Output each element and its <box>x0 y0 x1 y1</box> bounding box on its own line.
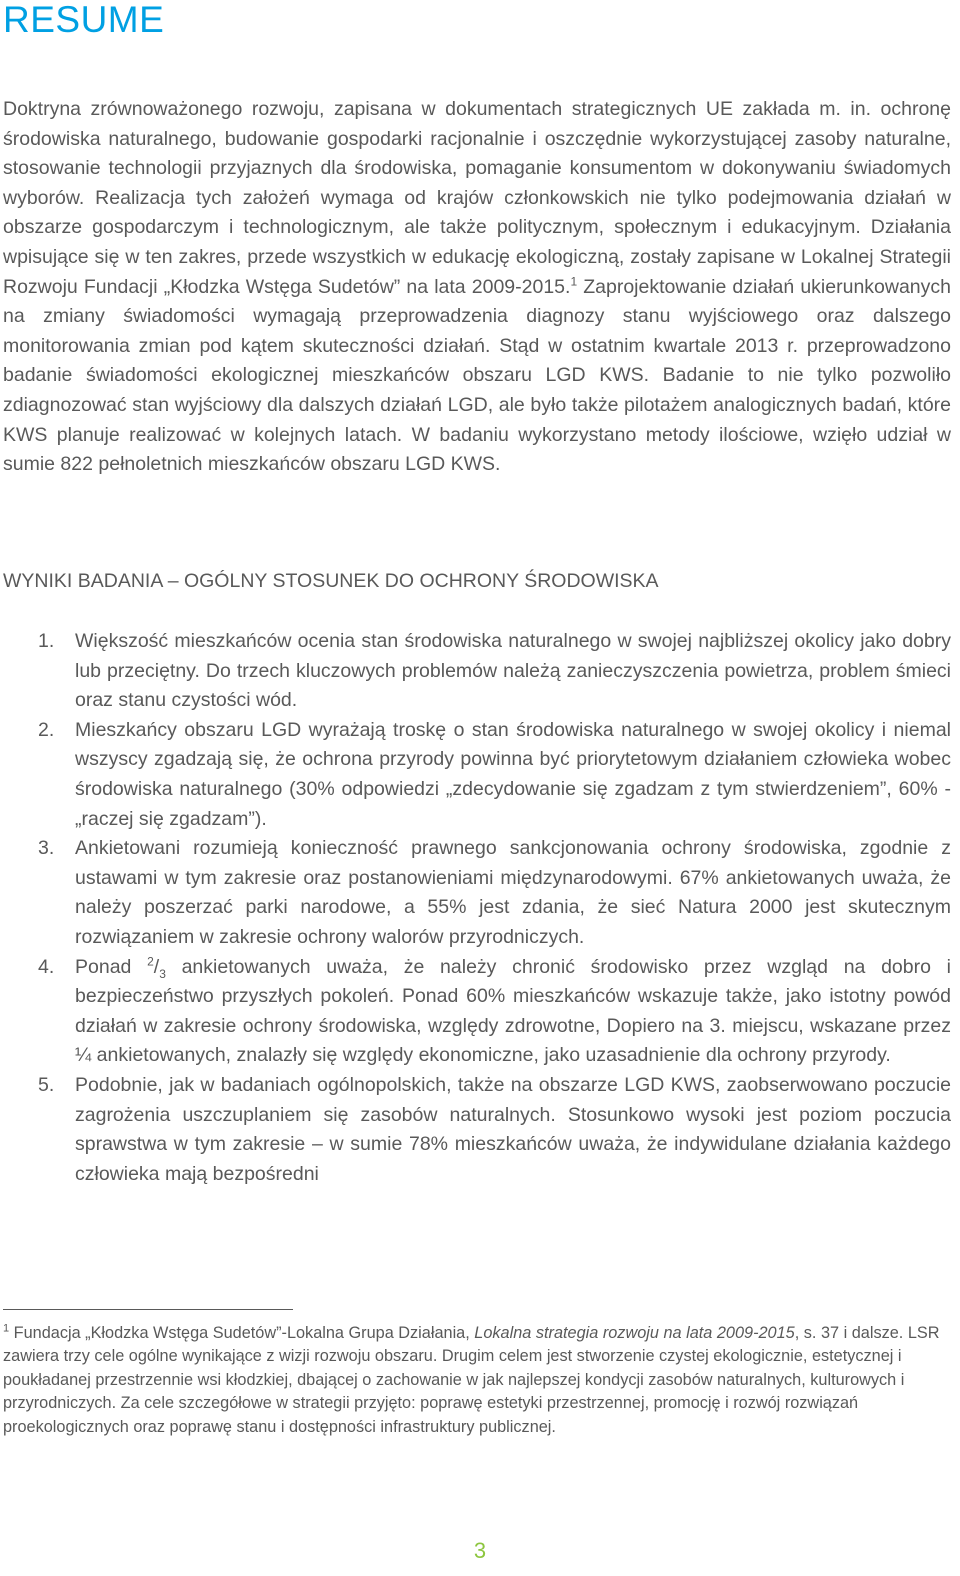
list-item-text: Większość mieszkańców ocenia stan środowiska naturalnego w swojej najbliższej okolicy jako dobry lub przeciętny. Do trzech kluczowych problemów należą zanieczyszczenia powietrza, problem śmieci oraz stanu czystości wód. <box>75 630 951 712</box>
results-list <box>0 627 951 1189</box>
list-item-text: Podobnie, jak w badaniach ogólnopolskich, także na obszarze LGD KWS, zaobserwowano poczucie zagrożenia uszczuplaniem się zasobów naturalnych. Stosunkowo wysoki jest poziom poczucia sprawstwa w tym zakresie – w sumie 78% mieszkańców uważa, że indywidulane działania każdego człowieka mają bezpośredni <box>75 1073 951 1185</box>
footnote-title-italic: Lokalna strategia rozwoju na lata 2009-2015 <box>474 1324 795 1342</box>
list-item-text-lead: Ponad <box>75 955 148 978</box>
list-item <box>0 1071 951 1189</box>
list-item-number: 1. <box>38 630 55 652</box>
list-item-text: ankietowanych uważa, że należy chronić środowisko przez wzgląd na dobro i bezpieczeństwo przyszłych pokoleń. Ponad 60% mieszkańców wskazuje także, jako istotny powód działań w zakresie ochrony środowiska, względy zdrowotne, Dopiero na 3. miejscu, wskazane przez ¼ ankietowanych, znalazły się względy ekonomiczne, jako uzasadnienie dla ochrony przyrody. <box>75 955 951 1067</box>
footnote-text-continued: , s. 37 i dalsze. LSR zawiera trzy cele ogólne wynikające z wizji rozwoju obszaru. Drugim celem jest stworzenie czystej ekologicznie, estetycznej i poukładanej przestrzennie wsi kłodzkiej, dbającej o zachowanie w jak najlepszej kondycji zasobów naturalnych, kulturowych i przyrodniczych. Za cele szczegółowe w strategii przyjęto: poprawę estetyki przestrzennej, promocję i rozwój rozwiązań proekologicznych oraz poprawę stanu i dostępności infrastruktury publicznej. <box>3 1324 940 1436</box>
list-item-text: Mieszkańcy obszaru LGD wyrażają troskę o stan środowiska naturalnego w swojej okolicy i niemal wszyscy zgadzają się, że ochrona przyrody powinna być priorytetowym działaniem człowieka wobec środowiska naturalnego (30% odpowiedzi „zdecydowanie się zgadzam z tym stwierdzeniem”, 60% - „raczej się zgadzam”). <box>75 718 951 830</box>
footnote-separator <box>3 1309 293 1310</box>
fraction-denominator: 3 <box>159 966 166 981</box>
list-item <box>0 716 951 834</box>
footnote <box>3 1322 951 1439</box>
footnote-reference[interactable]: 1 <box>570 274 578 289</box>
fraction-numerator: 2 <box>147 954 154 969</box>
list-item-number: 3. <box>38 837 55 860</box>
intro-text: Doktryna zrównoważonego rozwoju, zapisana w dokumentach strategicznych UE zakłada m. in. ochronę środowiska naturalnego, budowanie gospodarki racjonalnie i oszczędnie wykorzystującej zasoby naturalne, stosowanie technologii przyjaznych dla środowiska, pomaganie konsumentom w dokonywaniu świadomych wyborów. Realizacja tych założeń wymaga od krajów członkowskich nie tylko podejmowania działań w obszarze gospodarczym i technologicznym, ale także politycznym, społecznym i edukacyjnym. Działania wpisujące się w ten zakres, przede wszystkich w edukację ekologiczną, zostały zapisane w Lokalnej Strategii Rozwoju Fundacji „Kłodzka Wstęga Sudetów” na lata 2009-2015. <box>3 98 951 298</box>
list-item: 4. Ponad $^2/_3$ ankietowanych uważa, że należy chronić środowisko przez wzgląd na dobro i bezpieczeństwo przyszłych pokoleń. Ponad 60% mieszkańców wskazuje także, jako istotny powód działań w zakresie ochrony środowiska, względy zdrowotne, Dopiero na 3. miejscu, wskazane przez ¼ ankietowanych, znalazły się względy ekonomiczne, jako uzasadnienie dla ochrony przyrody. <box>38 954 951 1067</box>
list-item <box>0 834 951 952</box>
intro-paragraph <box>3 95 951 480</box>
section-heading: WYNIKI BADANIA – OGÓLNY STOSUNEK DO OCHRONY ŚRODOWISKA <box>3 570 659 592</box>
page-number: 3 <box>473 1538 487 1563</box>
list-item-number: 5. <box>38 1073 55 1096</box>
list-item-number: 4. <box>38 955 55 978</box>
intro-text-continued: Zaprojektowanie działań ukierunkowanych na zmiany świadomości wymagają przeprowadzenia diagnozy stanu wyjściowego oraz dalszego monitorowania zmian pod kątem skuteczności działań. Stąd w ostatnim kwartale 2013 r. przeprowadzono badanie świadomości ekologicznej mieszkańców obszaru LGD KWS. Badanie to nie tylko pozwoliło zdiagnozować stan wyjściowy dla dalszych działań LGD, ale było także pilotażem analogicznych badań, które KWS planuje realizować w kolejnych latach. W badaniu wykorzystano metody ilościowe, wzięło udział w sumie 822 pełnoletnich mieszkańców obszaru LGD KWS. <box>3 275 952 476</box>
footnote-mark: 1 <box>3 1322 10 1335</box>
list-item-text: Ankietowani rozumieją konieczność prawnego sankcjonowania ochrony środowiska, zgodnie z ustawami w tym zakresie oraz postanowieniami międzynarodowymi. 67% ankietowanych uważa, że należy poszerzać parki narodowe, a 55% jest zdania, że sieć Natura 2000 jest skutecznym rozwiązaniem w zakresie ochrony walorów przyrodniczych. <box>75 837 951 948</box>
list-item-number: 2. <box>38 718 55 741</box>
footnote-text: Fundacja „Kłodzka Wstęga Sudetów”-Lokalna Grupa Działania, <box>9 1324 475 1342</box>
page-title: RESUME <box>3 0 165 40</box>
list-item <box>0 627 951 716</box>
